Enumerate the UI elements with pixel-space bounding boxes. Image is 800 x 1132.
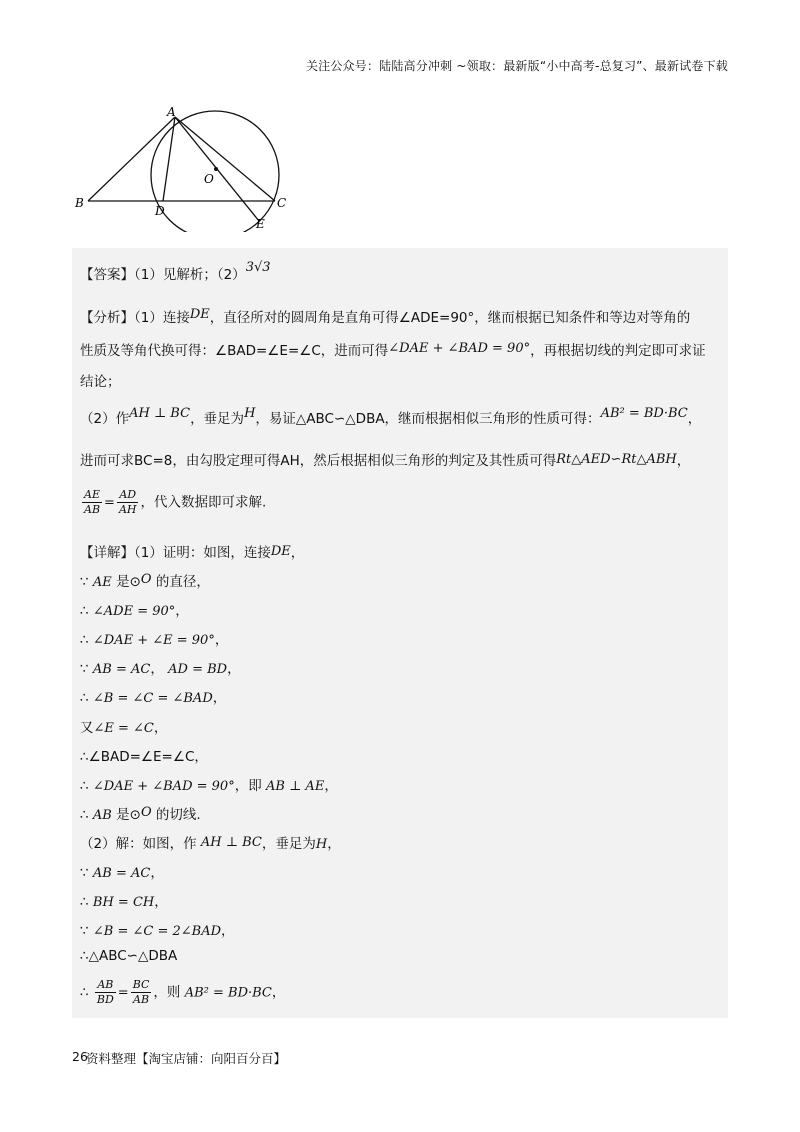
analysis-line-3: 结论； (80, 374, 121, 390)
header-promo-note: 关注公众号：陆陆高分冲刺 ~领取：最新版“小中高考-总复习”、最新试卷下载 (305, 59, 728, 73)
segment-ab (88, 117, 175, 201)
detail-line-8: ∴∠BAD=∠E=∠C， (80, 749, 208, 765)
label-b: B (75, 196, 84, 210)
detail-line-15: ∴△ABC∽△DBA (80, 948, 178, 964)
detail-line-2: ∵ AE 是⊙O 的直径， (80, 572, 210, 590)
label-c: C (277, 196, 287, 210)
detail-line-1: 【详解】（1）证明：如图，连接DE， (80, 544, 305, 561)
analysis-line-2: 性质及等角代换可得：∠BAD=∠E=∠C，进而可得∠DAE + ∠BAD = 90°，再根据切线的判定即可求证 (80, 341, 706, 359)
fraction-ae-ab: $\frac{AE}{AB}$ (84, 488, 101, 516)
detail-line-5: ∵ AB = AC， AD = BD， (80, 661, 241, 677)
detail-line-14: ∵ ∠B = ∠C = 2∠BAD， (80, 923, 235, 939)
detail-line-12: ∵ AB = AC， (80, 865, 164, 881)
detail-line-13: ∴ BH = CH， (80, 894, 168, 910)
detail-line-3: ∴ ∠ADE = 90°， (80, 603, 189, 619)
detail-line-9: ∴ ∠DAE + ∠BAD = 90°，即 AB ⊥ AE， (80, 778, 338, 794)
label-e: E (256, 217, 265, 231)
fraction-bc-ab: $\frac{BC}{AB}$ (132, 978, 150, 1006)
detail-line-6: ∴ ∠B = ∠C = ∠BAD， (80, 690, 227, 706)
answer-value: 3√3 (245, 260, 271, 275)
analysis-line-1: 【分析】（1）连接DE，直径所对的圆周角是直角可得∠ADE=90°，继而根据已知条件和等边对等角的 (80, 307, 691, 326)
analysis-line-6: $\frac{AE}{AB}$ = $\frac{AD}{AH}$ ，代入数据即可求解. (84, 488, 267, 516)
label-d: D (155, 204, 165, 218)
geometry-figure (70, 104, 300, 232)
analysis-line-5: 进而可求BC=8，由勾股定理可得AH，然后根据相似三角形的判定及其性质可得Rt△AED∽Rt△ABH， (80, 452, 691, 469)
center-point-o (214, 167, 218, 171)
fraction-ab-bd: $\frac{AB}{BD}$ (96, 978, 114, 1006)
page-number: 26 (72, 1049, 88, 1064)
detail-line-11: （2）解：如图，作 AH ⊥ BC，垂足为H， (80, 835, 341, 852)
circle-o (151, 111, 279, 232)
analysis-line-4: （2）作AH ⊥ BC，垂足为H，易证△ABC∽△DBA，继而根据相似三角形的性质可得：AB² = BD·BC， (80, 406, 702, 427)
footer-source-note: 资料整理【淘宝店铺：向阳百分百】 (86, 1051, 287, 1066)
detail-line-16: ∴ $\frac{AB}{BD}$ = $\frac{BC}{AB}$ ，则 AB² = BD·BC， (80, 978, 286, 1006)
detail-line-7: 又∠E = ∠C， (80, 720, 168, 736)
label-o: O (204, 172, 214, 186)
label-a: A (167, 105, 176, 119)
detail-line-4: ∴ ∠DAE + ∠E = 90°， (80, 632, 229, 648)
fraction-ad-ah: $\frac{AD}{AH}$ (118, 488, 137, 516)
detail-line-10: ∴ AB 是⊙O 的切线. (80, 805, 201, 823)
answer-line: 【答案】（1）见解析；（2）3√3 (80, 260, 271, 283)
